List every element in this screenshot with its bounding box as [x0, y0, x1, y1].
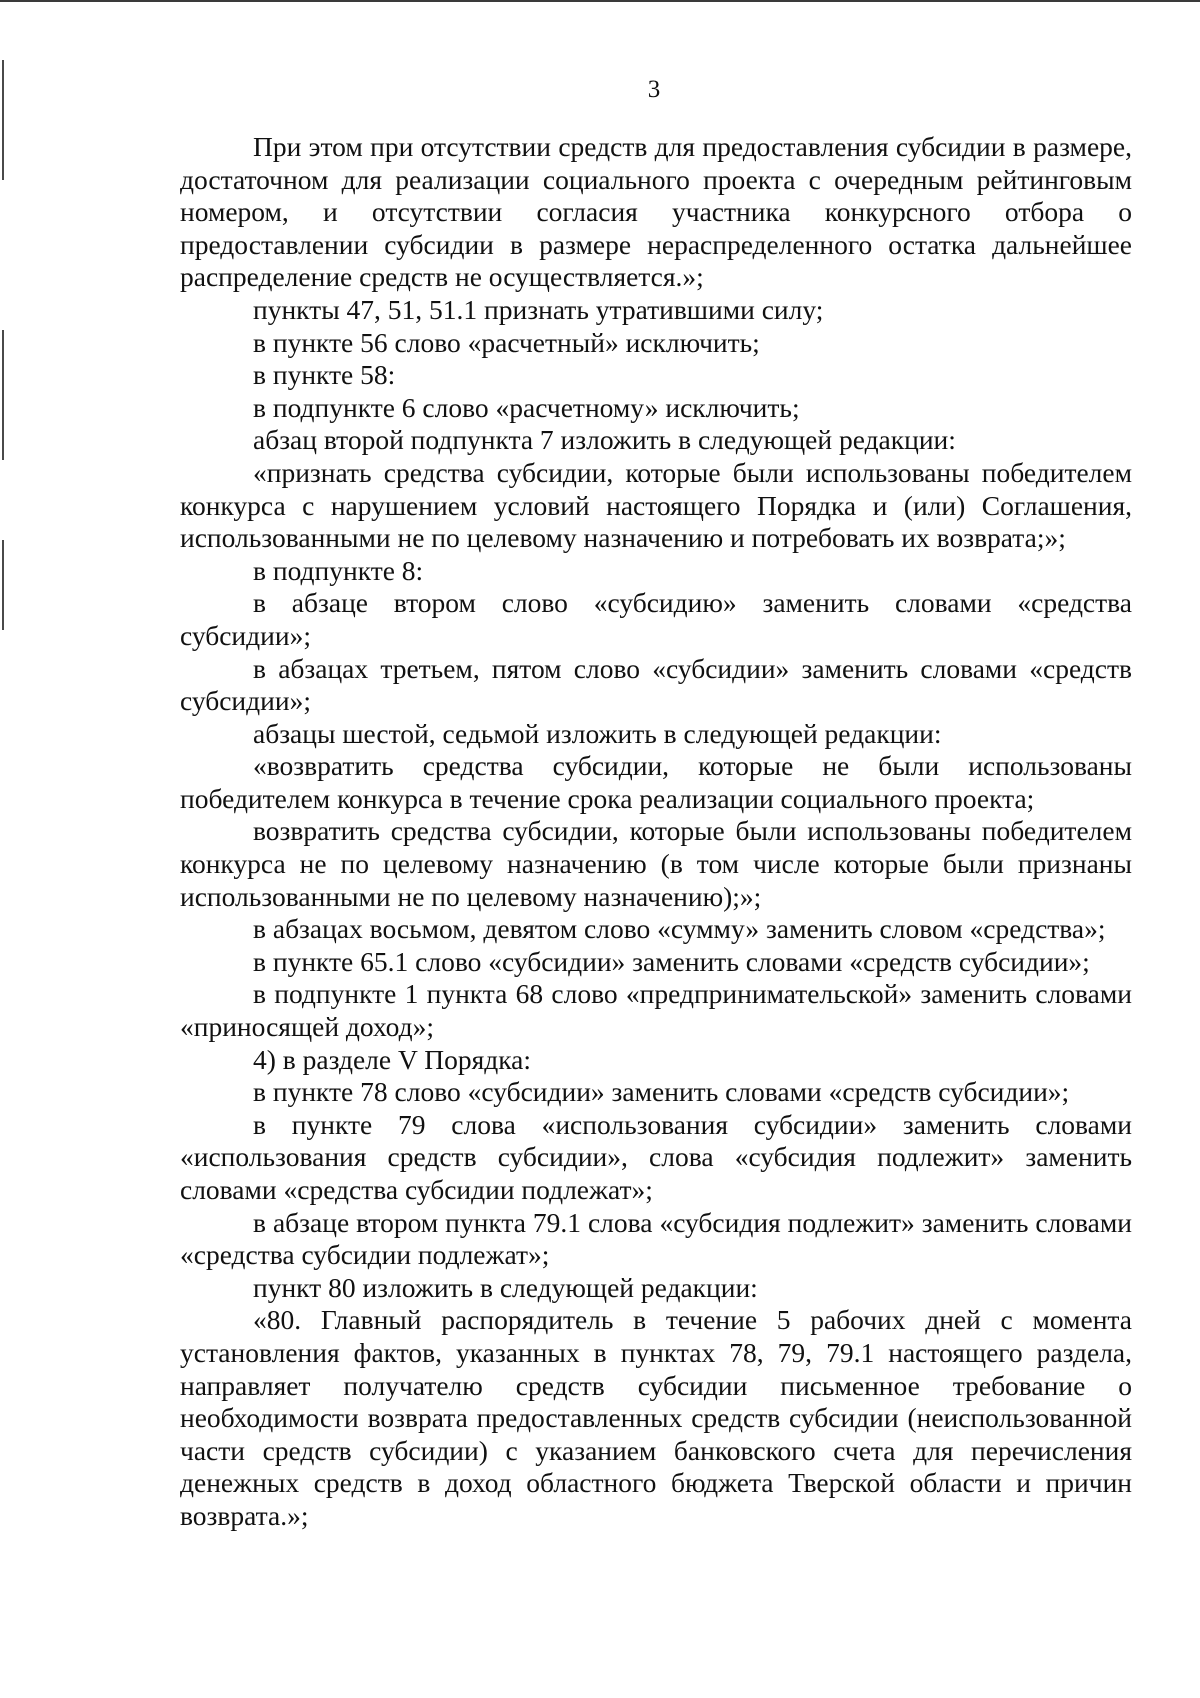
paragraph: в пункте 78 слово «субсидии» заменить словами «средств субсидии»;	[253, 1076, 1070, 1108]
scan-top-edge	[0, 0, 1200, 2]
paragraph: «признать средства субсидии, которые были использованы победителем конкурса с нарушением условий настоящего Порядка и (или) Соглашения, использованными не по целевому назначению и потребовать их возврата;»;	[180, 456, 1132, 554]
paragraph: в подпункте 1 пункта 68 слово «предпринимательской» заменить словами «приносящей доход»;	[180, 978, 1132, 1043]
paragraph: пункт 80 изложить в следующей редакции:	[253, 1271, 758, 1303]
paragraph: в подпункте 8:	[253, 554, 424, 586]
paragraph: в подпункте 6 слово «расчетному» исключить;	[253, 391, 800, 423]
paragraph: в абзаце втором пункта 79.1 слова «субсидия подлежит» заменить словами «средства субсидии подлежат»;	[180, 1206, 1132, 1271]
paragraph: в пункте 58:	[253, 359, 396, 391]
paragraph: в пункте 79 слова «использования субсидии» заменить словами «использования средств субсидии», слова «субсидия подлежит» заменить словами «средства субсидии подлежат»;	[180, 1108, 1132, 1205]
paragraph: «возвратить средства субсидии, которые не были использованы победителем конкурса в течение срока реализации социального проекта;	[180, 750, 1132, 814]
paragraph: При этом при отсутствии средств для предоставления субсидии в размере, достаточном для реализации социального проекта с очередным рейтинговым номером, и отсутствии согласия участника конкурсного отбора о предоставлении субсидии в размере нераспределенного остатка дальнейшее распределение средств не осуществляется.»;	[180, 131, 1132, 293]
document-body	[180, 131, 1132, 1533]
scan-margin-mark	[2, 330, 4, 460]
paragraph: «80. Главный распорядитель в течение 5 рабочих дней с момента установления фактов, указанных в пунктах 78, 79, 79.1 настоящего раздела, направляет получателю средств субсидии письменное требование о необходимости возврата предоставленных средств субсидии (неиспользованной части средств субсидии) с указанием банковского счета для перечисления денежных средств в доход областного бюджета Тверской области и причин возврата.»;	[180, 1304, 1132, 1531]
paragraph: в абзацах восьмом, девятом слово «сумму» заменить словом «средства»;	[253, 913, 1106, 945]
paragraph: в абзацах третьем, пятом слово «субсидии» заменить словами «средств субсидии»;	[180, 652, 1132, 717]
paragraph: возвратить средства субсидии, которые были использованы победителем конкурса не по целевому назначению (в том числе которые были признаны использованными не по целевому назначению);»;	[180, 815, 1132, 912]
paragraph: в абзаце втором слово «субсидию» заменить словами «средства субсидии»;	[180, 587, 1132, 651]
scan-margin-mark	[2, 540, 4, 630]
paragraph: в пункте 65.1 слово «субсидии» заменить словами «средств субсидии»;	[253, 945, 1090, 977]
paragraph: пункты 47, 51, 51.1 признать утратившими силу;	[253, 293, 824, 325]
page-number: 3	[647, 76, 661, 103]
paragraph: 4) в разделе V Порядка:	[253, 1043, 531, 1075]
paragraph: абзацы шестой, седьмой изложить в следующей редакции:	[253, 717, 942, 749]
paragraph: в пункте 56 слово «расчетный» исключить;	[253, 326, 760, 358]
paragraph: абзац второй подпункта 7 изложить в следующей редакции:	[253, 424, 956, 456]
